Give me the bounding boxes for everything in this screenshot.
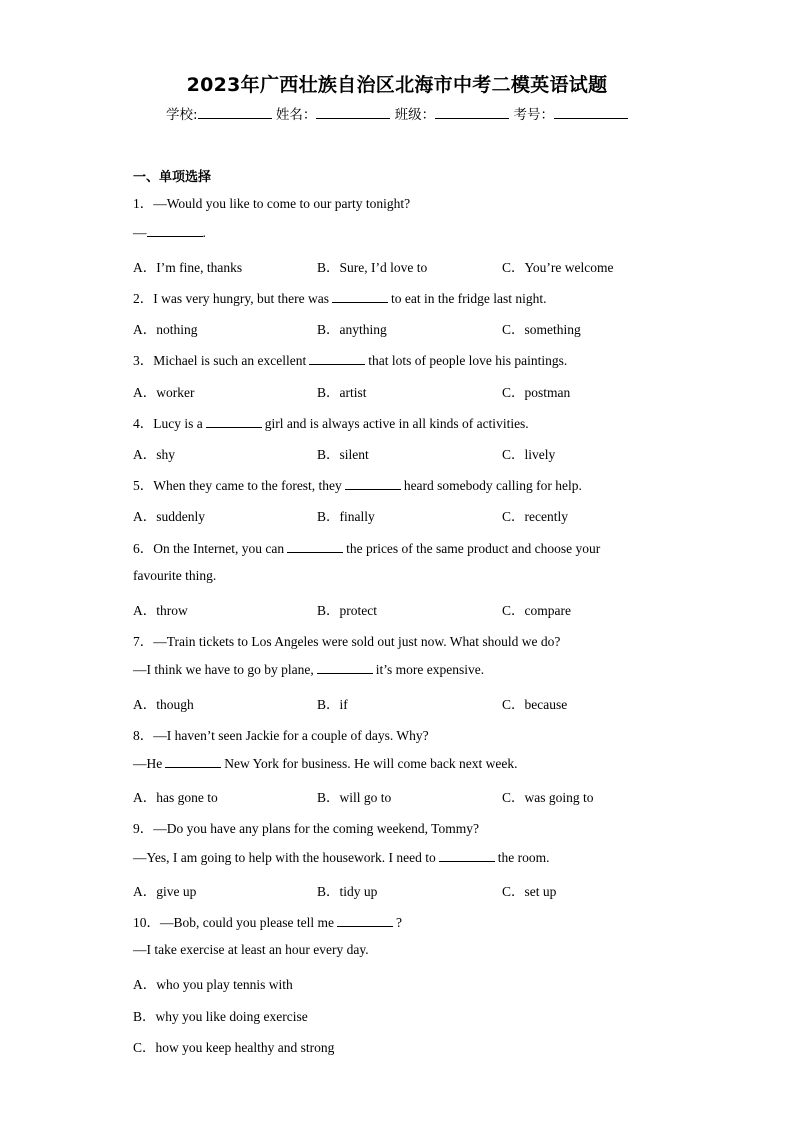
q10-option-a[interactable]: A．who you play tennis with [133, 977, 293, 992]
stem-text: the prices of the same product and choose your [346, 541, 601, 556]
q5-option-c[interactable]: C．recently [502, 509, 568, 524]
question-1-stem: 1．—Would you like to come to our party tonight? [133, 196, 411, 211]
question-7-stem: 7．—Train tickets to Los Angeles were sold out just now. What should we do? [133, 634, 561, 649]
question-10-answer-line: —I take exercise at least an hour every day. [133, 942, 369, 957]
q8-option-b[interactable]: B．will go to [317, 790, 392, 805]
stem-text: it’s more expensive. [375, 662, 485, 677]
school-blank[interactable] [198, 105, 272, 119]
stem-text: girl and is always active in all kinds of activities. [264, 416, 529, 431]
q9-option-c[interactable]: C．set up [502, 884, 557, 899]
stem-text: 6．On the Internet, you can [133, 541, 285, 556]
period: . [202, 225, 206, 240]
name-label: 姓名： [275, 107, 317, 123]
page-title: 2023年广西壮族自治区北海市中考二模英语试题 [186, 74, 608, 96]
q8-option-c[interactable]: C．was going to [502, 790, 594, 805]
blank[interactable] [147, 224, 203, 237]
q1-option-a[interactable]: A．I’m fine, thanks [133, 260, 243, 275]
question-2-stem [133, 287, 547, 307]
question-8-answer-line [133, 755, 517, 772]
q5-option-a[interactable]: A．suddenly [133, 509, 205, 524]
number-blank[interactable] [554, 105, 628, 119]
question-8-stem: 8．—I haven’t seen Jackie for a couple of days. Why? [133, 728, 429, 743]
q8-option-a[interactable]: A．has gone to [133, 790, 218, 805]
stem-text: ? [395, 915, 402, 930]
stem-text: —Yes, I am going to help with the housework. I need to [133, 850, 436, 865]
q1-option-b[interactable]: B．Sure, I’d love to [317, 260, 428, 275]
blank[interactable] [309, 352, 365, 365]
blank[interactable] [317, 661, 373, 674]
question-6-stem [133, 537, 600, 557]
dash: — [133, 225, 147, 240]
blank[interactable] [287, 540, 343, 553]
school-label: 学校: [166, 107, 198, 123]
blank[interactable] [165, 755, 221, 768]
stem-text: heard somebody calling for help. [403, 478, 582, 493]
stem-text: the room. [497, 850, 550, 865]
blank[interactable] [345, 477, 401, 490]
q10-option-b[interactable]: B．why you like doing exercise [133, 1009, 308, 1024]
question-10-stem [133, 911, 402, 931]
section-title: 一、单项选择 [133, 170, 212, 185]
q9-option-a[interactable]: A．give up [133, 884, 197, 899]
q1-option-c[interactable]: C．You’re welcome [502, 260, 614, 275]
q7-option-a[interactable]: A．though [133, 697, 194, 712]
q4-option-a[interactable]: A．shy [133, 447, 176, 462]
question-9-stem: 9．—Do you have any plans for the coming weekend, Tommy? [133, 821, 479, 836]
student-info-line [0, 103, 794, 123]
name-blank[interactable] [316, 105, 390, 119]
q2-option-b[interactable]: B．anything [317, 322, 387, 337]
question-9-answer-line [133, 849, 549, 866]
stem-text: 10．—Bob, could you please tell me [133, 915, 334, 930]
stem-text: 5．When they came to the forest, they [133, 478, 342, 493]
stem-text: that lots of people love his paintings. [368, 353, 568, 368]
q4-option-b[interactable]: B．silent [317, 447, 369, 462]
stem-text: 3．Michael is such an excellent [133, 353, 307, 368]
blank[interactable] [206, 415, 262, 428]
stem-text: 2．I was very hungry, but there was [133, 291, 329, 306]
stem-text: 4．Lucy is a [133, 416, 203, 431]
question-1-answer-line [133, 224, 206, 241]
q6-option-a[interactable]: A．throw [133, 603, 188, 618]
question-6-stem-continued: favourite thing. [133, 568, 217, 583]
stem-text: —He [133, 756, 163, 771]
question-4-stem [133, 412, 529, 432]
q3-option-c[interactable]: C．postman [502, 385, 571, 400]
blank[interactable] [337, 914, 393, 927]
class-label: 班级： [394, 107, 436, 123]
q5-option-b[interactable]: B．finally [317, 509, 375, 524]
q2-option-a[interactable]: A．nothing [133, 322, 198, 337]
stem-text: —I think we have to go by plane, [133, 662, 314, 677]
q7-option-b[interactable]: B．if [317, 697, 348, 712]
stem-text: New York for business. He will come back next week. [224, 756, 518, 771]
question-5-stem [133, 474, 582, 494]
question-3-stem [133, 349, 567, 369]
class-blank[interactable] [435, 105, 509, 119]
q7-option-c[interactable]: C．because [502, 697, 568, 712]
stem-text: to eat in the fridge last night. [390, 291, 547, 306]
blank[interactable] [332, 290, 388, 303]
q6-option-b[interactable]: B．protect [317, 603, 377, 618]
q3-option-b[interactable]: B．artist [317, 385, 367, 400]
q3-option-a[interactable]: A．worker [133, 385, 195, 400]
q4-option-c[interactable]: C．lively [502, 447, 556, 462]
q2-option-c[interactable]: C．something [502, 322, 581, 337]
q9-option-b[interactable]: B．tidy up [317, 884, 378, 899]
q6-option-c[interactable]: C．compare [502, 603, 571, 618]
number-label: 考号： [513, 107, 554, 123]
blank[interactable] [439, 849, 495, 862]
q10-option-c[interactable]: C．how you keep healthy and strong [133, 1040, 335, 1055]
question-7-answer-line [133, 661, 484, 678]
